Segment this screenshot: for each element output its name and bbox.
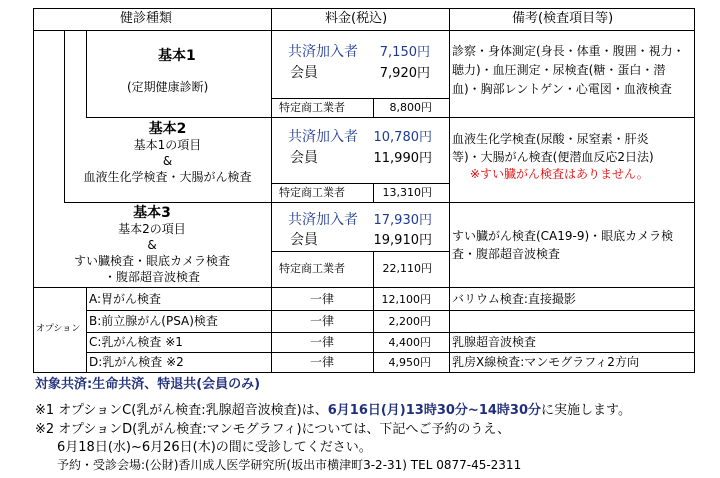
footnote-1-text: ※1 オプションC(乳がん検査:乳腺超音波検査)は、 xyxy=(35,403,328,418)
header-notes: 備考(検査項目等) xyxy=(512,11,614,26)
option-fee-type: 一律 xyxy=(309,335,334,349)
plan-1-note-line: 診察・身体測定(身長・体重・腹囲・視力・ xyxy=(452,44,685,58)
footnote-2-line: 6月18日(水)~6月26日(木)の間に受診してください。 xyxy=(57,440,372,455)
plan-1-member-price: 7,150円 xyxy=(379,45,430,60)
plan-2-general-label: 会員 xyxy=(290,150,318,166)
plan-2-sub: 基本1の項目 xyxy=(133,138,202,152)
plan-2-warning: ※すい臓がん検査はありません。 xyxy=(470,167,649,181)
plan-1-note-line: 聴力)・血圧測定・尿検査(糖・蛋白・潜 xyxy=(452,63,666,77)
plan-2-special-price: 13,310円 xyxy=(382,186,432,199)
plan-1-name: 基本1 xyxy=(158,48,196,64)
plan-1-sub: (定期健康診断) xyxy=(127,80,209,94)
plan-2-member-price: 10,780円 xyxy=(373,130,432,145)
plan-3-sub: すい臓検査・眼底カメラ検査 xyxy=(73,254,230,268)
plan-3-sub: ・腹部超音波検査 xyxy=(103,270,200,284)
plan-3-special-label: 特定商工業者 xyxy=(279,262,345,275)
plan-2-note-line: 等)・大腸がん検査(便潜血反応2日法) xyxy=(452,150,654,164)
plan-1-special-price: 8,800円 xyxy=(389,101,432,114)
plan-3-sub: 基本2の項目 xyxy=(118,222,186,236)
plan-2-note-line: 血液生化学検査(尿酸・尿窒素・肝炎 xyxy=(452,132,649,146)
plan-3-member-price: 17,930円 xyxy=(373,213,432,228)
plan-1-general-price: 7,920円 xyxy=(379,66,430,81)
option-price: 4,400円 xyxy=(388,336,431,349)
plan-3-note-line: すい臓がん検査(CA19-9)・眼底カメラ検 xyxy=(452,229,674,243)
footnote-2-line: 予約・受診会場:(公財)香川成人医学研究所(坂出市横津町3-2-31) TEL 0877-45-2311 xyxy=(57,458,522,472)
option-name: A:胃がん検査 xyxy=(89,292,162,306)
footnote-1-date: 6月16日(月)13時30分~14時30分 xyxy=(327,403,542,418)
plan-3-general-price: 19,910円 xyxy=(373,233,432,248)
plan-3-member-label: 共済加入者 xyxy=(288,212,358,228)
option-price: 2,200円 xyxy=(388,315,431,328)
footnote-1 xyxy=(35,404,631,417)
option-fee-type: 一律 xyxy=(309,314,334,328)
plan-2-member-label: 共済加入者 xyxy=(288,129,358,145)
option-name: B:前立腺がん(PSA)検査 xyxy=(89,314,218,328)
plan-1-member-label: 共済加入者 xyxy=(288,44,358,60)
option-name: C:乳がん検査 ※1 xyxy=(89,335,183,349)
eligibility-note: 対象共済:生命共済、特退共(会員のみ) xyxy=(35,377,261,392)
option-fee-type: 一律 xyxy=(309,355,334,369)
option-note: 乳腺超音波検査 xyxy=(452,335,537,349)
plan-3-general-label: 会員 xyxy=(290,232,318,248)
plan-1-special-label: 特定商工業者 xyxy=(279,101,345,114)
options-label: オプション xyxy=(36,324,81,334)
option-price: 12,100円 xyxy=(381,293,431,306)
option-price: 4,950円 xyxy=(388,356,431,369)
plan-3-name: 基本3 xyxy=(133,205,171,221)
plan-3-sub: & xyxy=(147,238,157,252)
header-fee: 料金(税込) xyxy=(325,11,388,26)
option-note: バリウム検査:直接撮影 xyxy=(452,292,576,306)
option-name: D:乳がん検査 ※2 xyxy=(89,355,184,369)
plan-2-name: 基本2 xyxy=(148,121,187,137)
option-note: 乳房X線検査:マンモグラフィ2方向 xyxy=(452,355,639,369)
plan-2-sub: 血液生化学検査・大腸がん検査 xyxy=(83,170,252,184)
plan-2-general-price: 11,990円 xyxy=(373,151,432,166)
plan-2-sub: & xyxy=(162,154,173,168)
plan-2-special-label: 特定商工業者 xyxy=(279,186,345,199)
footnote-1-tail: に実施します。 xyxy=(541,403,631,418)
plan-1-note-line: 血)・胸部レントゲン・心電図・血液検査 xyxy=(452,82,672,96)
plan-3-special-price: 22,110円 xyxy=(382,262,432,275)
plan-3-note-line: 査・腹部超音波検査 xyxy=(452,247,561,261)
footnote-2-line: ※2 オプションD(乳がん検査:マンモグラフィ)については、下記へご予約のうえ、 xyxy=(35,422,511,437)
plan-1-general-label: 会員 xyxy=(290,65,318,81)
option-fee-type: 一律 xyxy=(309,292,334,306)
header-category: 健診種類 xyxy=(120,11,173,26)
